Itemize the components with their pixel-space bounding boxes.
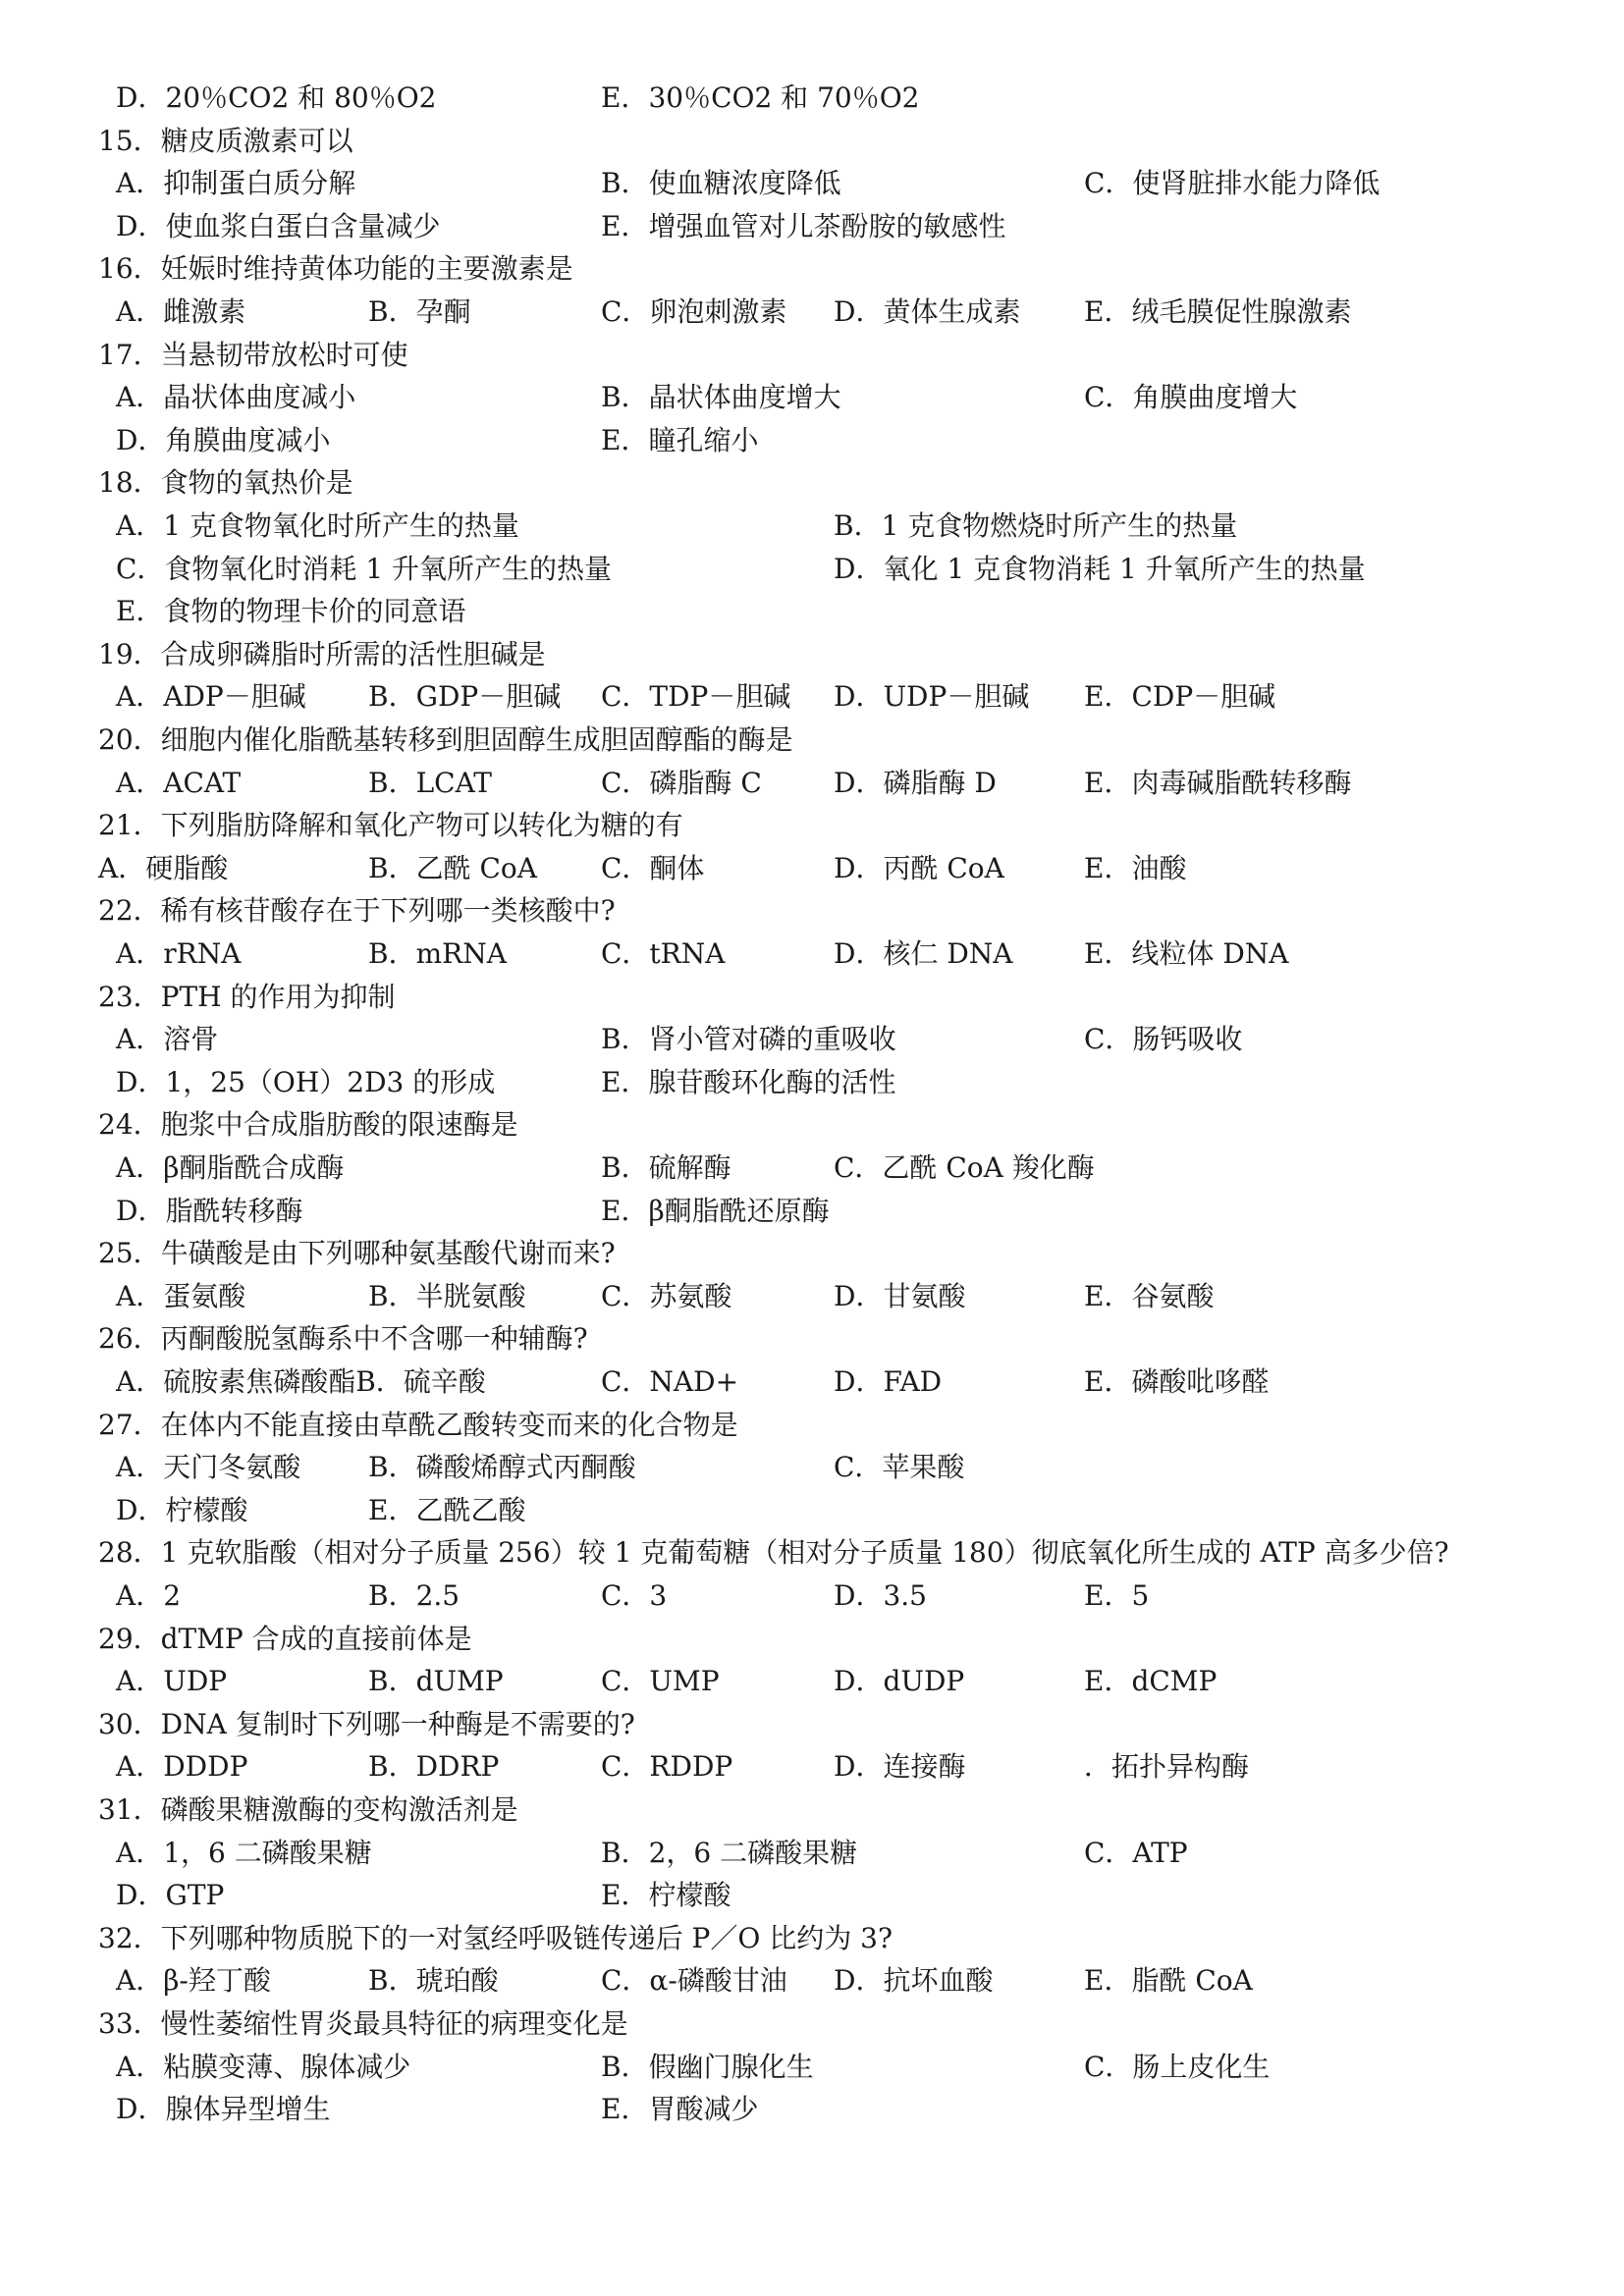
- answer-option: E．柠檬酸: [601, 1879, 731, 1911]
- answer-option: C．UMP: [601, 1665, 720, 1697]
- answer-option: B．半胱氨酸: [368, 1280, 526, 1312]
- options-line: [0, 1190, 1624, 1233]
- question-stem: 23．PTH 的作用为抑制: [98, 981, 396, 1013]
- question-line: [0, 1703, 1624, 1746]
- answer-option: B．肾小管对磷的重吸收: [601, 1023, 896, 1055]
- answer-option: A．DDDP: [116, 1750, 248, 1783]
- answer-option: E．磷酸吡哆醛: [1084, 1365, 1270, 1398]
- answer-option: A．硫胺素焦磷酸酯B．硫辛酸: [116, 1365, 486, 1398]
- options-line: [0, 162, 1624, 205]
- options-line: [0, 205, 1624, 248]
- answer-option: B．1 克食物燃烧时所产生的热量: [834, 509, 1238, 542]
- question-line: [0, 1531, 1624, 1575]
- answer-option: D．黄体生成素: [834, 295, 1021, 328]
- answer-option: B．磷酸烯醇式丙酮酸: [368, 1451, 636, 1483]
- question-line: [0, 1618, 1624, 1661]
- answer-option: B．乙酰 CoA: [368, 852, 537, 884]
- answer-option: E．胃酸减少: [601, 2093, 759, 2125]
- answer-option: A．雌激素: [116, 295, 246, 328]
- answer-option: E．5: [1084, 1579, 1150, 1612]
- answer-option: A．ACAT: [116, 767, 242, 799]
- question-line: [0, 719, 1624, 762]
- options-line: [0, 1361, 1624, 1404]
- options-line: [0, 847, 1624, 890]
- question-stem: 20．细胞内催化脂酰基转移到胆固醇生成胆固醇酯的酶是: [98, 723, 793, 756]
- question-stem: 28．1 克软脂酸（相对分子质量 256）较 1 克葡萄糖（相对分子质量 180）彻底氧化所生成的 ATP 高多少倍?: [98, 1536, 1449, 1569]
- answer-option: E．肉毒碱脂酰转移酶: [1084, 767, 1352, 799]
- answer-option: B．LCAT: [368, 767, 492, 799]
- answer-option: A．rRNA: [116, 937, 242, 970]
- question-line: [0, 1917, 1624, 1960]
- answer-option: D．核仁 DNA: [834, 937, 1013, 970]
- options-line: [0, 1660, 1624, 1703]
- answer-option: E．绒毛膜促性腺激素: [1084, 295, 1352, 328]
- options-line: [0, 933, 1624, 976]
- answer-option: B．2，6 二磷酸果糖: [601, 1837, 858, 1869]
- options-line: [0, 590, 1624, 633]
- question-line: [0, 976, 1624, 1019]
- question-line: [0, 1232, 1624, 1275]
- question-line: [0, 120, 1624, 163]
- answer-option: E．线粒体 DNA: [1084, 937, 1289, 970]
- answer-option: A．溶骨: [116, 1023, 219, 1055]
- answer-option: A．UDP: [116, 1665, 228, 1697]
- answer-option: D．腺体异型增生: [116, 2093, 331, 2125]
- question-stem: 26．丙酮酸脱氢酶系中不含哪一种辅酶?: [98, 1322, 588, 1355]
- answer-option: C．酮体: [601, 852, 705, 884]
- options-line: [0, 77, 1624, 120]
- answer-option: A．β-羟丁酸: [116, 1964, 271, 1997]
- question-line: [0, 1103, 1624, 1147]
- question-stem: 33．慢性萎缩性胃炎最具特征的病理变化是: [98, 2007, 628, 2040]
- options-line: [0, 1874, 1624, 1917]
- answer-option: C．食物氧化时消耗 1 升氧所产生的热量: [116, 553, 613, 585]
- question-stem: 31．磷酸果糖激酶的变构激活剂是: [98, 1793, 518, 1826]
- answer-option: B．DDRP: [368, 1750, 500, 1783]
- answer-option: E．油酸: [1084, 852, 1187, 884]
- question-line: [0, 334, 1624, 377]
- question-stem: 32．下列哪种物质脱下的一对氢经呼吸链传递后 P／O 比约为 3?: [98, 1922, 893, 1954]
- question-line: [0, 461, 1624, 505]
- question-line: [0, 804, 1624, 847]
- answer-option: D．脂酰转移酶: [116, 1195, 303, 1227]
- answer-option: C．乙酰 CoA 羧化酶: [834, 1151, 1095, 1184]
- question-line: [0, 1404, 1624, 1447]
- question-stem: 16．妊娠时维持黄体功能的主要激素是: [98, 252, 573, 285]
- options-line: [0, 1061, 1624, 1104]
- answer-option: C．3: [601, 1579, 668, 1612]
- question-stem: 15．糖皮质激素可以: [98, 125, 353, 157]
- options-line: [0, 419, 1624, 462]
- options-line: [0, 1489, 1624, 1532]
- answer-option: D．20％CO2 和 80％O2: [116, 81, 437, 114]
- answer-option: A．2: [116, 1579, 182, 1612]
- answer-option: E．30％CO2 和 70％O2: [601, 81, 920, 114]
- answer-option: E．CDP－胆碱: [1084, 680, 1276, 713]
- answer-option: C．肠钙吸收: [1084, 1023, 1243, 1055]
- answer-option: D．磷脂酶 D: [834, 767, 997, 799]
- options-line: [0, 1147, 1624, 1190]
- answer-option: B．2.5: [368, 1579, 460, 1612]
- answer-option: ．拓扑异构酶: [1084, 1750, 1250, 1783]
- options-line: [0, 1446, 1624, 1489]
- options-line: [0, 291, 1624, 334]
- question-stem: 21．下列脂肪降解和氧化产物可以转化为糖的有: [98, 809, 683, 841]
- answer-option: D．使血浆白蛋白含量减少: [116, 210, 441, 242]
- answer-option: E．腺苷酸环化酶的活性: [601, 1066, 896, 1098]
- options-line: [0, 505, 1624, 548]
- answer-option: A．抑制蛋白质分解: [116, 167, 356, 199]
- answer-option: D．丙酰 CoA: [834, 852, 1004, 884]
- answer-option: B．mRNA: [368, 937, 507, 970]
- answer-option: B．dUMP: [368, 1665, 504, 1697]
- answer-option: E．谷氨酸: [1084, 1280, 1215, 1312]
- question-stem: 24．胞浆中合成脂肪酸的限速酶是: [98, 1108, 518, 1141]
- question-stem: 25．牛磺酸是由下列哪种氨基酸代谢而来?: [98, 1237, 616, 1269]
- answer-option: E．脂酰 CoA: [1084, 1964, 1253, 1997]
- options-line: [0, 1275, 1624, 1318]
- question-line: [0, 2002, 1624, 2046]
- answer-option: B．琥珀酸: [368, 1964, 499, 1997]
- answer-option: C．苏氨酸: [601, 1280, 732, 1312]
- answer-option: A．天门冬氨酸: [116, 1451, 301, 1483]
- answer-option: A．1，6 二磷酸果糖: [116, 1837, 372, 1869]
- answer-option: D．3.5: [834, 1579, 927, 1612]
- answer-option: D．氧化 1 克食物消耗 1 升氧所产生的热量: [834, 553, 1366, 585]
- answer-option: B．硫解酶: [601, 1151, 731, 1184]
- answer-option: C．TDP－胆碱: [601, 680, 791, 713]
- question-line: [0, 1789, 1624, 1832]
- answer-option: C．ATP: [1084, 1837, 1188, 1869]
- question-line: [0, 889, 1624, 933]
- answer-option: C．tRNA: [601, 937, 726, 970]
- answer-option: D．1，25（OH）2D3 的形成: [116, 1066, 496, 1098]
- answer-option: D．柠檬酸: [116, 1494, 248, 1526]
- answer-option: E．β酮脂酰还原酶: [601, 1195, 830, 1227]
- answer-option: A．晶状体曲度减小: [116, 381, 356, 413]
- answer-option: D．角膜曲度减小: [116, 424, 331, 456]
- question-stem: 22．稀有核苷酸存在于下列哪一类核酸中?: [98, 894, 616, 927]
- options-line: [0, 675, 1624, 719]
- answer-option: D．抗坏血酸: [834, 1964, 994, 1997]
- answer-option: A．ADP－胆碱: [116, 680, 306, 713]
- answer-option: D．甘氨酸: [834, 1280, 966, 1312]
- answer-option: D．dUDP: [834, 1665, 965, 1697]
- question-line: [0, 633, 1624, 676]
- answer-option: B．GDP－胆碱: [368, 680, 562, 713]
- answer-option: D．GTP: [116, 1879, 225, 1911]
- answer-option: C．α-磷酸甘油: [601, 1964, 787, 1997]
- options-line: [0, 1018, 1624, 1061]
- answer-option: C．卵泡刺激素: [601, 295, 787, 328]
- answer-option: C．RDDP: [601, 1750, 733, 1783]
- options-line: [0, 548, 1624, 591]
- answer-option: D．UDP－胆碱: [834, 680, 1030, 713]
- question-stem: 27．在体内不能直接由草酰乙酸转变而来的化合物是: [98, 1409, 738, 1441]
- question-stem: 30．DNA 复制时下列哪一种酶是不需要的?: [98, 1708, 635, 1740]
- question-stem: 17．当悬韧带放松时可使: [98, 339, 408, 371]
- question-line: [0, 1317, 1624, 1361]
- options-line: [0, 1745, 1624, 1789]
- answer-option: D．FAD: [834, 1365, 943, 1398]
- answer-option: B．孕酮: [368, 295, 471, 328]
- answer-option: E．食物的物理卡价的同意语: [116, 595, 466, 627]
- answer-option: A．β酮脂酰合成酶: [116, 1151, 345, 1184]
- options-line: [0, 1575, 1624, 1618]
- answer-option: E．dCMP: [1084, 1665, 1218, 1697]
- answer-option: C．角膜曲度增大: [1084, 381, 1298, 413]
- question-stem: 19．合成卵磷脂时所需的活性胆碱是: [98, 638, 546, 670]
- answer-option: A．1 克食物氧化时所产生的热量: [116, 509, 519, 542]
- answer-option: A．蛋氨酸: [116, 1280, 246, 1312]
- answer-option: B．晶状体曲度增大: [601, 381, 841, 413]
- options-line: [0, 1959, 1624, 2002]
- answer-option: E．乙酰乙酸: [368, 1494, 526, 1526]
- answer-option: A．硬脂酸: [98, 852, 229, 884]
- options-line: [0, 376, 1624, 419]
- answer-option: C．肠上皮化生: [1084, 2051, 1271, 2083]
- answer-option: C．苹果酸: [834, 1451, 965, 1483]
- options-line: [0, 2088, 1624, 2131]
- question-stem: 29．dTMP 合成的直接前体是: [98, 1623, 472, 1655]
- options-line: [0, 2046, 1624, 2089]
- answer-option: C．使肾脏排水能力降低: [1084, 167, 1380, 199]
- question-stem: 18．食物的氧热价是: [98, 466, 353, 499]
- answer-option: B．使血糖浓度降低: [601, 167, 841, 199]
- options-line: [0, 1832, 1624, 1875]
- answer-option: C．磷脂酶 C: [601, 767, 762, 799]
- answer-option: E．增强血管对儿茶酚胺的敏感性: [601, 210, 1006, 242]
- answer-option: B．假幽门腺化生: [601, 2051, 814, 2083]
- answer-option: E．瞳孔缩小: [601, 424, 759, 456]
- answer-option: C．NAD+: [601, 1365, 739, 1398]
- answer-option: D．连接酶: [834, 1750, 966, 1783]
- options-line: [0, 762, 1624, 805]
- answer-option: A．粘膜变薄、腺体减少: [116, 2051, 411, 2083]
- question-line: [0, 247, 1624, 291]
